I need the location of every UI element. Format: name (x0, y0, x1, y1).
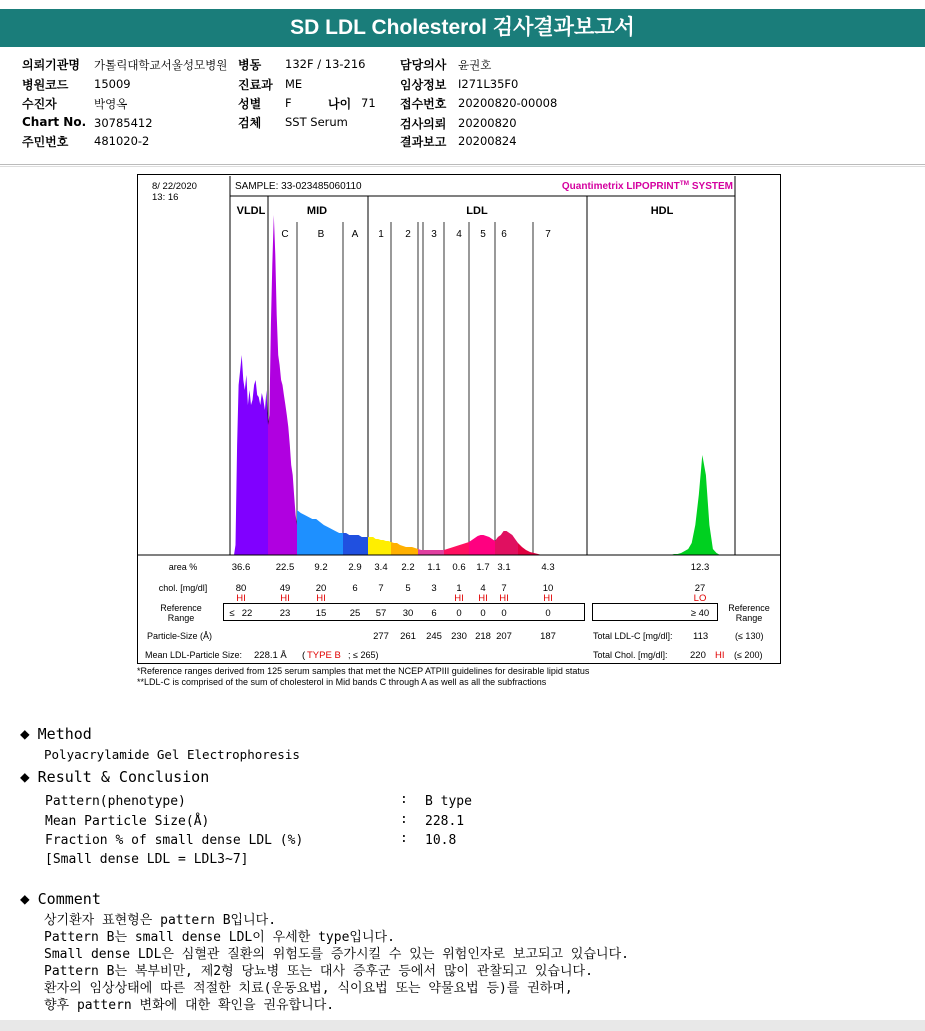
ward-value: 132F / 13-216 (285, 57, 366, 71)
specimen-value: SST Serum (285, 115, 348, 129)
examinee-label: 수진자 (22, 97, 57, 111)
area-value: 0.6 (452, 562, 466, 573)
chol-value: 1 (456, 583, 462, 594)
comment-line: 향후 pattern 변화에 대한 확인을 권유합니다. (44, 998, 335, 1013)
total-ldl-value: 113 (693, 631, 709, 642)
mean-type: TYPE B (307, 650, 341, 661)
id-label: 주민번호 (22, 135, 69, 149)
system-name-main: Quantimetrix LIPOPRINT (561, 181, 680, 192)
group-label-hdl: HDL (650, 205, 674, 217)
clinical-label: 임상정보 (400, 78, 447, 92)
chol-value: 7 (501, 583, 507, 594)
result-heading (20, 767, 209, 786)
ref-value: 0 (501, 608, 507, 619)
system-name-tm: TM (679, 180, 690, 187)
age-label: 나이 (328, 97, 352, 111)
group-label-vldl: VLDL (236, 205, 266, 217)
ref-label-right: Range (735, 613, 763, 623)
divider (0, 164, 925, 165)
chol-value: 3 (431, 583, 437, 594)
chol-flag: HI (478, 593, 488, 604)
band-label: 5 (480, 229, 486, 240)
band-label: B (317, 229, 325, 240)
size-value: 187 (540, 631, 556, 642)
area-value: 1.7 (476, 562, 490, 573)
chol-value: 6 (352, 583, 358, 594)
sex-label: 성별 (238, 97, 262, 111)
area-value: 3.4 (374, 562, 388, 573)
method-heading (20, 724, 92, 743)
result-label-2: Fraction % of small dense LDL (%) (45, 833, 304, 848)
ref-value: 30 (402, 608, 414, 619)
chol-flag: HI (236, 593, 246, 604)
area-value: 22.5 (275, 562, 295, 573)
chart-date: 8/ 22/2020 (152, 181, 197, 192)
mean-ref: ; ≤ 265) (348, 650, 379, 660)
size-value: 277 (373, 631, 389, 642)
chol-label: chol. [mg/dl] (158, 583, 208, 593)
hospcode-label: 병원코드 (22, 78, 69, 92)
divider (0, 166, 925, 167)
comment-line: Pattern B는 small dense LDL이 우세한 type입니다. (44, 930, 395, 945)
area-value: 12.3 (690, 562, 710, 573)
total-chol-label: Total Chol. [mg/dl]: (593, 650, 668, 660)
report-title: SD LDL Cholesterol 검사결과보고서 (0, 9, 925, 47)
ref-value: 22 (241, 608, 253, 619)
total-chol-flag: HI (715, 650, 725, 661)
mean-size-value: 228.1 Å (254, 650, 287, 661)
result-colon: : (400, 792, 408, 807)
comment-line: 환자의 임상상태에 따른 적절한 치료(운동요법, 식이요법 또는 약물요법 등)를 권하며, (44, 981, 573, 996)
institution-label: 의뢰기관명 (22, 58, 80, 72)
receipt-value: 20200820-00008 (458, 96, 558, 110)
chol-value: 20 (315, 583, 327, 594)
size-label: Particle-Size (Å) (147, 631, 213, 641)
result-label-0: Pattern(phenotype) (45, 794, 186, 809)
band-label: 4 (456, 229, 462, 240)
ref-label: Reference (160, 603, 202, 613)
dept-label: 진료과 (238, 78, 273, 92)
comment-line: Small dense LDL은 심혈관 질환의 위험도를 증가시킬 수 있는 위험인자로 보고되고 있습니다. (44, 947, 629, 962)
age-value: 71 (361, 96, 376, 110)
area-label: area % (168, 562, 198, 572)
bottom-bar (0, 1020, 925, 1031)
area-value: 2.9 (348, 562, 362, 573)
footnote-2: **LDL-C is comprised of the sum of cholesterol in Mid bands C through A as well as all the subfractions (137, 677, 547, 687)
chart-value: 30785412 (94, 116, 153, 130)
ref-value: 0 (456, 608, 462, 619)
size-value: 261 (400, 631, 416, 642)
request-value: 20200820 (458, 116, 517, 130)
request-label: 검사의뢰 (400, 117, 447, 131)
size-value: 207 (496, 631, 512, 642)
area-value: 9.2 (314, 562, 328, 573)
examinee-value: 박영옥 (94, 97, 128, 111)
chol-value: 4 (480, 583, 486, 594)
area-value: 4.3 (541, 562, 555, 573)
chol-value: 80 (235, 583, 247, 594)
band-label: 7 (545, 229, 551, 240)
ref-value: 0 (480, 608, 486, 619)
group-label-mid: MID (306, 205, 328, 217)
clinical-value: I271L35F0 (458, 77, 519, 91)
mean-size-label: Mean LDL-Particle Size: (145, 650, 243, 660)
sex-value: F (285, 96, 292, 110)
result-note: [Small dense LDL = LDL3~7] (45, 852, 249, 867)
ref-value: 57 (375, 608, 387, 619)
mean-open-paren: ( (302, 650, 306, 661)
area-value: 3.1 (497, 562, 511, 573)
band-label: C (281, 229, 289, 240)
chol-flag: HI (454, 593, 464, 604)
result-value-2: 10.8 (425, 833, 457, 848)
ref-value: 0 (545, 608, 551, 619)
ref-hdl-value: ≥ 40 (690, 608, 710, 619)
system-name (562, 180, 733, 192)
result-heading-text: Result & Conclusion (37, 768, 210, 786)
chol-flag: HI (543, 593, 553, 604)
specimen-label: 검체 (238, 116, 262, 130)
comment-line: 상기환자 표현형은 pattern B입니다. (44, 913, 277, 928)
diamond-icon: ◆ (20, 889, 30, 908)
total-chol-ref: (≤ 200) (734, 650, 763, 660)
system-name-suffix: SYSTEM (689, 181, 733, 192)
chol-value: 27 (694, 583, 706, 594)
ref-prefix: ≤ (229, 608, 235, 619)
size-value: 230 (451, 631, 467, 642)
chart-label: Chart No. (22, 115, 87, 129)
band-label: 6 (501, 229, 507, 240)
comment-heading (20, 889, 101, 908)
band-label: 1 (378, 229, 384, 240)
doctor-label: 담당의사 (400, 58, 447, 72)
chol-value: 5 (405, 583, 411, 594)
receipt-label: 접수번호 (400, 97, 447, 111)
chol-value: 49 (279, 583, 291, 594)
area-value: 1.1 (427, 562, 441, 573)
group-label-ldl: LDL (466, 205, 488, 217)
report-date-value: 20200824 (458, 134, 517, 148)
total-ldl-ref: (≤ 130) (735, 631, 764, 641)
band-label: 2 (405, 229, 411, 240)
result-value-0: B type (425, 794, 472, 809)
diamond-icon: ◆ (20, 767, 30, 786)
result-value-1: 228.1 (425, 814, 465, 829)
institution-value: 가톨릭대학교서울성모병원 (94, 58, 228, 72)
footnote-1: *Reference ranges derived from 125 serum samples that met the NCEP ATPIII guidelines for desirable lipid status (137, 666, 590, 676)
comment-line: Pattern B는 복부비만, 제2형 당뇨병 또는 대사 증후군 등에서 많이 관찰되고 있습니다. (44, 964, 593, 979)
result-colon: : (400, 812, 408, 827)
method-heading-text: Method (37, 725, 92, 743)
chart-time: 13: 16 (152, 192, 179, 203)
total-chol-value: 220 (690, 650, 706, 661)
area-value: 36.6 (231, 562, 251, 573)
hospcode-value: 15009 (94, 77, 131, 91)
total-ldl-label: Total LDL-C [mg/dl]: (593, 631, 673, 641)
lipoprint-chart (137, 174, 781, 664)
comment-heading-text: Comment (37, 890, 101, 908)
lipoprint-chart-svg (137, 174, 781, 664)
doctor-value: 윤권호 (458, 58, 492, 72)
chol-flag: LO (693, 593, 707, 604)
band-label: 3 (431, 229, 437, 240)
size-value: 218 (475, 631, 491, 642)
chol-flag: HI (499, 593, 509, 604)
result-colon: : (400, 831, 408, 846)
ref-label-right: Reference (728, 603, 770, 613)
ref-value: 15 (315, 608, 327, 619)
diamond-icon: ◆ (20, 724, 30, 743)
dept-value: ME (285, 77, 303, 91)
chol-flag: HI (280, 593, 290, 604)
size-value: 245 (426, 631, 442, 642)
ref-value: 6 (431, 608, 437, 619)
ref-value: 25 (349, 608, 361, 619)
result-label-1: Mean Particle Size(Å) (45, 814, 210, 829)
ward-label: 병동 (238, 58, 262, 72)
area-value: 2.2 (401, 562, 415, 573)
id-value: 481020-2 (94, 134, 150, 148)
method-text: Polyacrylamide Gel Electrophoresis (44, 747, 300, 762)
ref-label: Range (167, 613, 195, 623)
chol-flag: HI (316, 593, 326, 604)
chol-value: 10 (542, 583, 554, 594)
band-label: A (351, 229, 359, 240)
report-date-label: 결과보고 (400, 135, 447, 149)
ref-value: 23 (279, 608, 291, 619)
sample-id: SAMPLE: 33-023485060110 (235, 181, 362, 192)
chol-value: 7 (378, 583, 384, 594)
